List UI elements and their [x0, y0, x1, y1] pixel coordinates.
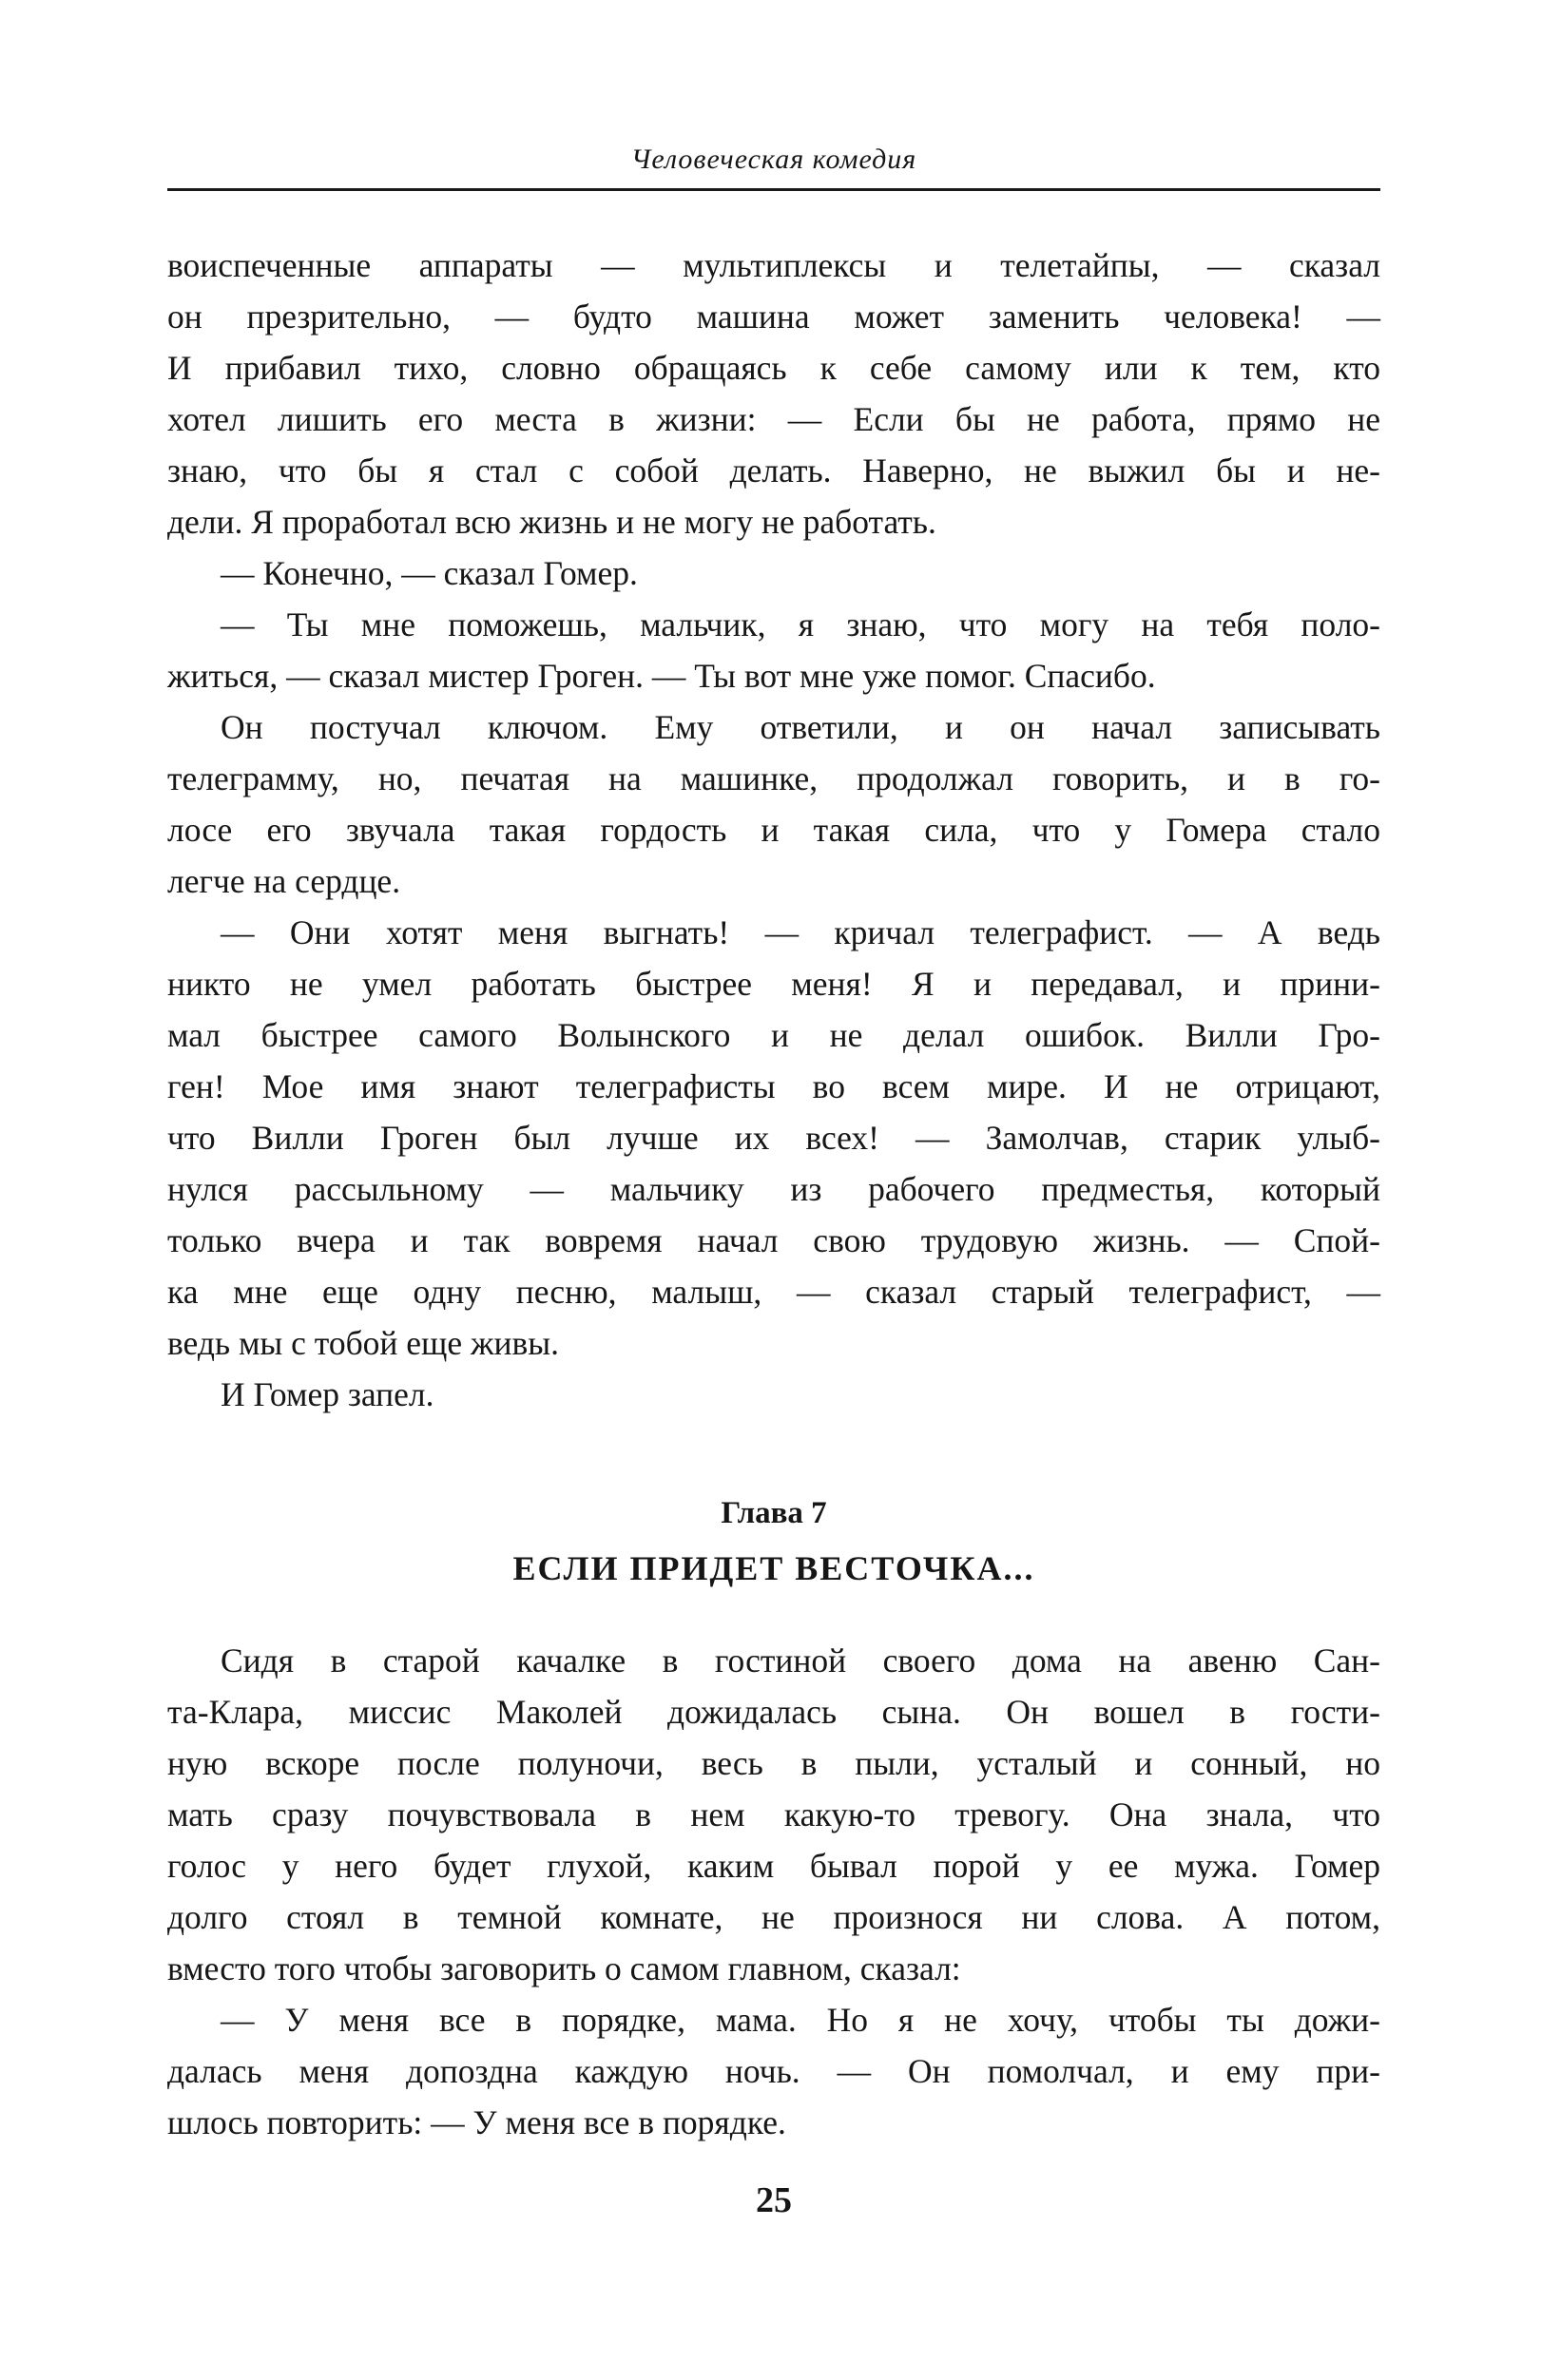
text-line: — Они хотят меня выгнать! — кричал телеграфист. — А ведь: [221, 913, 1380, 951]
text-line: далась меня допоздна каждую ночь. — Он помолчал, и ему при-: [167, 2052, 1380, 2090]
text-line: знаю, что бы я стал с собой делать. Наверно, не выжил бы и не-: [167, 451, 1380, 489]
text-line: только вчера и так вовремя начал свою трудовую жизнь. — Спой-: [167, 1221, 1380, 1259]
text-line: шлось повторить: — У меня все в порядке.: [167, 2103, 786, 2141]
text-line: лосе его звучала такая гордость и такая сила, что у Гомера стало: [167, 811, 1380, 849]
text-line: вместо того чтобы заговорить о самом главном, сказал:: [167, 1949, 961, 1987]
text-line: нулся рассыльному — мальчику из рабочего предместья, который: [167, 1170, 1380, 1208]
text-line: житься, — сказал мистер Гроген. — Ты вот мне уже помог. Спасибо.: [167, 657, 1156, 695]
text-line: дели. Я проработал всю жизнь и не могу не работать.: [167, 503, 936, 541]
text-line: воиспеченные аппараты — мультиплексы и телетайпы, — сказал: [167, 246, 1380, 284]
text-line: он презрительно, — будто машина может заменить человека! —: [167, 298, 1380, 336]
text-line: что Вилли Гроген был лучше их всех! — Замолчав, старик улыб-: [167, 1119, 1380, 1157]
text-line: хотел лишить его места в жизни: — Если бы не работа, прямо не: [167, 400, 1380, 438]
text-line: ка мне еще одну песню, малыш, — сказал старый телеграфист, —: [167, 1273, 1380, 1311]
text-line: ген! Мое имя знают телеграфисты во всем мире. И не отрицают,: [167, 1067, 1380, 1105]
text-line: И прибавил тихо, словно обращаясь к себе самому или к тем, кто: [167, 349, 1380, 387]
book-page: [167, 0, 1380, 2380]
text-line: мал быстрее самого Волынского и не делал ошибок. Вилли Гро-: [167, 1016, 1380, 1054]
text-line: никто не умел работать быстрее меня! Я и передавал, и прини-: [167, 965, 1380, 1003]
text-line: та-Клара, миссис Маколей дожидалась сына. Он вошел в гости-: [167, 1693, 1380, 1731]
text-line: телеграмму, но, печатая на машинке, продолжал говорить, и в го-: [167, 759, 1380, 797]
text-line: голос у него будет глухой, каким бывал порой у ее мужа. Гомер: [167, 1847, 1380, 1885]
body-text-before-chapter: [167, 240, 1380, 1420]
text-line: долго стоял в темной комнате, не произнося ни слова. А потом,: [167, 1898, 1380, 1936]
text-line: — У меня все в порядке, мама. Но я не хочу, чтобы ты дожи-: [221, 2001, 1380, 2039]
text-line: И Гомер запел.: [221, 1375, 434, 1413]
text-line: легче на сердце.: [167, 862, 401, 900]
text-line: — Ты мне поможешь, мальчик, я знаю, что могу на тебя поло-: [221, 605, 1380, 643]
running-head: Человеческая комедия: [630, 144, 917, 175]
chapter-number: Глава 7: [721, 1496, 827, 1530]
header-rule: [167, 188, 1380, 191]
chapter-title: ЕСЛИ ПРИДЕТ ВЕСТОЧКА...: [512, 1549, 1035, 1587]
text-line: Он постучал ключом. Ему ответили, и он начал записывать: [221, 708, 1380, 746]
page-number: 25: [756, 2180, 792, 2220]
body-text-after-chapter: [167, 1635, 1380, 2148]
text-line: — Конечно, — сказал Гомер.: [221, 554, 638, 592]
text-line: ведь мы с тобой еще живы.: [167, 1324, 560, 1362]
text-line: Сидя в старой качалке в гостиной своего дома на авеню Сан-: [221, 1641, 1380, 1679]
text-line: ную вскоре после полуночи, весь в пыли, усталый и сонный, но: [167, 1744, 1380, 1782]
text-line: мать сразу почувствовала в нем какую-то тревогу. Она знала, что: [167, 1795, 1380, 1833]
